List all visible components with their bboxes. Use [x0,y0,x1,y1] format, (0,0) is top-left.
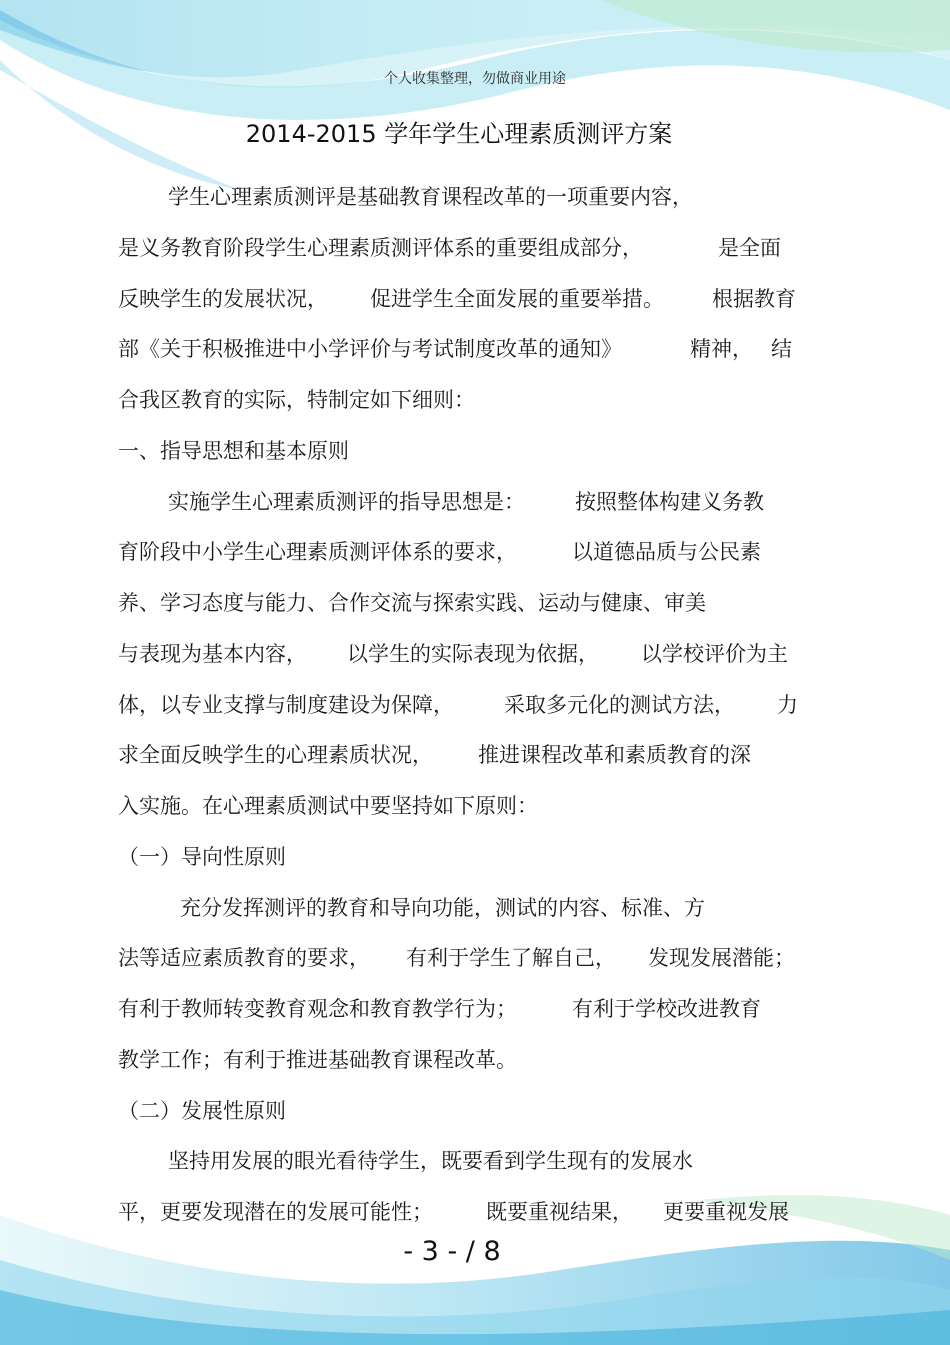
body-line [118,1046,517,1074]
text-segment: 精神， [690,337,753,361]
text-segment: 既要重视结果， [486,1200,633,1224]
text-segment: 部《关于积极推进中小学评价与考试制度改革的通知》 [118,337,622,361]
body-line [118,234,781,262]
body-line [168,1147,693,1175]
body-line [118,944,795,972]
body-line [168,488,764,516]
body-line [118,691,798,719]
text-segment: 坚持用发展的眼光看待学生，既要看到学生现有的发展水 [168,1149,693,1173]
text-segment: 以学生的实际表现为依据， [347,642,599,666]
watermark-note: 个人收集整理，勿做商业用途 [384,71,566,87]
text-segment: 平，更要发现潜在的发展可能性； [118,1200,433,1224]
text-segment: 育阶段中小学生心理素质测评体系的要求， [118,540,517,564]
document-title: 2014-2015 学年学生心理素质测评方案 [245,120,673,148]
body-line [118,995,761,1023]
text-segment: （二）发展性原则 [118,1099,286,1123]
body-line [118,741,751,769]
text-segment: 有利于教师转变教育观念和教育教学行为； [118,997,517,1021]
text-segment: 入实施。在心理素质测试中要坚持如下原则： [118,794,538,818]
body-line [118,843,286,871]
body-line [118,1198,789,1226]
body-line [168,183,693,211]
text-segment: 以学校评价为主 [641,642,788,666]
body-line [118,1097,286,1125]
text-segment: 养、学习态度与能力、合作交流与探索实践、运动与健康、审美 [118,591,706,615]
body-line [118,285,796,313]
text-segment: 发现发展潜能； [648,946,795,970]
text-segment: 反映学生的发展状况， [118,287,328,311]
text-segment: 合我区教育的实际，特制定如下细则： [118,388,475,412]
text-segment: 体，以专业支撑与制度建设为保障， [118,693,454,717]
body-line [118,538,761,566]
text-segment: 法等适应素质教育的要求， [118,946,370,970]
text-segment: 有利于学校改进教育 [572,997,761,1021]
text-segment: 实施学生心理素质测评的指导思想是： [168,490,525,514]
text-segment: 学生心理素质测评是基础教育课程改革的一项重要内容， [168,185,693,209]
body-line [180,894,705,922]
text-segment: 按照整体构建义务教 [575,490,764,514]
text-segment: 充分发挥测评的教育和导向功能，测试的内容、标准、方 [180,896,705,920]
body-line [118,335,792,363]
text-segment: 采取多元化的测试方法， [504,693,735,717]
text-segment: 是义务教育阶段学生心理素质测评体系的重要组成部分， [118,236,643,260]
text-segment: 求全面反映学生的心理素质状况， [118,743,433,767]
page-number: - 3 - / 8 [403,1236,501,1267]
text-segment: 与表现为基本内容， [118,642,307,666]
body-line [118,640,788,668]
body-line [118,792,538,820]
text-segment: （一）导向性原则 [118,845,286,869]
text-segment: 力 [777,693,798,717]
text-segment: 结 [771,337,792,361]
text-segment: 以道德品质与公民素 [572,540,761,564]
text-segment: 是全面 [718,236,781,260]
body-line [118,589,706,617]
text-segment: 有利于学生了解自己， [406,946,616,970]
text-segment: 教学工作；有利于推进基础教育课程改革。 [118,1048,517,1072]
text-segment: 推进课程改革和素质教育的深 [478,743,751,767]
text-segment: 促进学生全面发展的重要举措。 [370,287,664,311]
text-segment: 一、指导思想和基本原则 [118,439,349,463]
text-segment: 更要重视发展 [663,1200,789,1224]
body-line [118,386,475,414]
body-line [118,437,349,465]
text-segment: 根据教育 [712,287,796,311]
